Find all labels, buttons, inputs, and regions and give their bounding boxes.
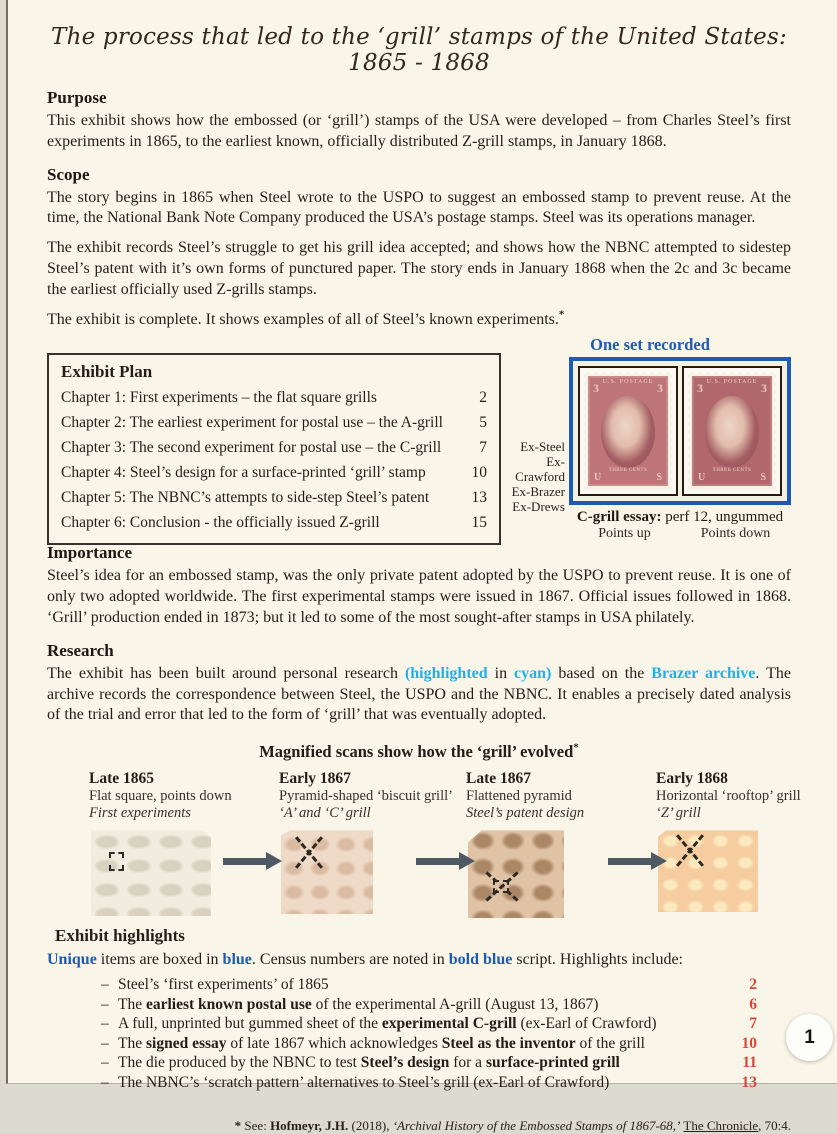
stamps-caption: C-grill essay: perf 12, ungummed [576, 509, 784, 526]
page-title: The process that led to the ‘grill’ stamps of the United States: 1865 - 1868 [51, 24, 787, 76]
page-number: 1 [804, 1026, 815, 1048]
scope-paragraph-2: The exhibit records Steel’s struggle to get his grill idea accepted; and shows how the NBNC attempted to sidestep Steel’s patent with it’s own forms of punctured paper. The story ends in January 1868 when the 2c and 3c became the earliest officially used Z-grills stamps. [47, 239, 791, 298]
stamp-design [692, 376, 772, 486]
highlight-item [47, 1034, 791, 1054]
highlights-intro: Unique items are boxed in blue. Census numbers are noted in bold blue script. Highlights include: [47, 951, 683, 969]
reference-footnote: * See: Hofmeyr, J.H. (2018), ‘Archival History of the Embossed Stamps of 1867-68,’ The Chronicle, 70:4. [234, 1118, 791, 1134]
exhibit-plan-row [61, 410, 487, 435]
highlight-text: Steel’s ‘first experiments’ of 1865 [118, 976, 329, 994]
bullet-dash: – [101, 1073, 109, 1091]
highlight-text: A full, unprinted but gummed sheet of the experimental C-grill (ex-Earl of Crawford) [118, 1015, 657, 1033]
stage-description: Pyramid-shaped ‘biscuit grill’ [279, 787, 453, 804]
bullet-dash: – [101, 1034, 109, 1052]
stamp-mount-right [682, 366, 782, 496]
arrow-head [459, 852, 475, 870]
bullet-dash: – [101, 995, 109, 1013]
stamp-numeral: 3 [697, 381, 703, 396]
scope-heading: Scope [47, 164, 90, 184]
bullet-dash: – [101, 1054, 109, 1072]
chapter-label: Chapter 2: The earliest experiment for postal use – the A-grill [61, 414, 443, 432]
scope-paragraph-3 [47, 310, 791, 331]
highlights-list [47, 975, 791, 1092]
bullet-dash: – [101, 976, 109, 994]
arrow-head [651, 852, 667, 870]
highlight-item [47, 1014, 791, 1034]
highlights-heading: Exhibit highlights [55, 926, 185, 946]
washington-portrait [601, 396, 655, 468]
highlight-page-number: 2 [749, 976, 757, 994]
chapter-label: Chapter 6: Conclusion - the officially issued Z-grill [61, 514, 380, 532]
washington-portrait [705, 396, 759, 468]
highlight-page-number: 6 [749, 995, 757, 1013]
stage-grill-name: ‘Z’ grill [656, 804, 701, 821]
dashed-x-mark-icon [291, 836, 327, 870]
stamps-orientation-labels [569, 526, 791, 542]
stamp-corner-letter: U [594, 472, 602, 484]
exhibit-page [6, 0, 837, 1134]
exhibit-plan-row [61, 485, 487, 510]
stage-grill-name: First experiments [89, 804, 191, 821]
chapter-page-number: 13 [471, 489, 487, 507]
highlight-item [47, 1053, 791, 1073]
scope-paragraph-3-text: The exhibit is complete. It shows examples of all of Steel’s known experiments. [47, 310, 559, 328]
points-down-label: Points down [700, 526, 771, 542]
importance-heading: Importance [47, 543, 132, 563]
stamp-numeral: 3 [761, 381, 767, 396]
highlight-text: The die produced by the NBNC to test Steel’s design for a surface-printed grill [118, 1054, 620, 1072]
footnote-asterisk: * [558, 308, 565, 321]
provenance-label: Ex-Crawford [515, 454, 565, 485]
highlight-page-number: 7 [749, 1015, 757, 1033]
grill-scan-image [281, 830, 373, 914]
plan-and-stamps-section [47, 335, 791, 542]
chapter-label: Chapter 1: First experiments – the flat square grills [61, 389, 377, 407]
research-heading: Research [47, 640, 114, 660]
stage-description: Horizontal ‘rooftop’ grill [656, 787, 801, 804]
highlight-text: The signed essay of late 1867 which acknowledges Steel as the inventor of the grill [118, 1034, 645, 1052]
grill-scan-image [658, 830, 758, 912]
highlight-page-number: 10 [741, 1034, 757, 1052]
census-banner: One set recorded [590, 335, 710, 355]
stamps-exhibit-panel [499, 335, 791, 541]
dashed-patent-mark-icon [482, 864, 522, 910]
unique-item-blue-box [569, 357, 791, 505]
stage-period: Early 1868 [656, 770, 728, 788]
provenance-labels [499, 439, 565, 514]
stamp-design [588, 376, 668, 486]
chapter-page-number: 7 [479, 439, 487, 457]
exhibit-plan-row [61, 460, 487, 485]
purpose-text: This exhibit shows how the embossed (or ‘grill’) stamps of the USA were developed – from Charles Steel’s first experiments in 1865, to the earliest known, officially distributed Z-grill stamps, in January 1868. [47, 112, 791, 150]
stage-period: Late 1867 [466, 770, 532, 788]
chapter-page-number: 2 [479, 389, 487, 407]
highlight-page-number: 11 [742, 1054, 757, 1072]
evolution-stage-early-1868 [656, 770, 821, 920]
arrow-right-icon [608, 852, 667, 870]
exhibit-plan-row [61, 510, 487, 535]
exhibit-plan-row [61, 385, 487, 410]
stage-description: Flat square, points down [89, 787, 232, 804]
chapter-page-number: 10 [471, 464, 487, 482]
stage-period: Late 1865 [89, 770, 155, 788]
chapter-label: Chapter 3: The second experiment for postal use – the C-grill [61, 439, 442, 457]
arrow-right-icon [223, 852, 282, 870]
evolution-stage-late-1867 [466, 770, 656, 920]
stamp-corner-letter: U [698, 472, 706, 484]
stage-description: Flattened pyramid [466, 787, 572, 804]
arrow-shaft [223, 858, 267, 865]
provenance-label: Ex-Brazer [511, 484, 565, 500]
bullet-dash: – [101, 1015, 109, 1033]
purpose-heading: Purpose [47, 88, 107, 107]
footnote-asterisk: * [573, 741, 579, 754]
stamp-top-text: U.S. POSTAGE [602, 379, 654, 386]
grill-scan-image [468, 830, 564, 918]
stage-grill-name: Steel’s patent design [466, 804, 585, 821]
grill-scan-image [91, 830, 211, 916]
stamp-image-points-up [584, 372, 672, 490]
page-number-sticker [786, 1014, 833, 1061]
highlight-text: The NBNC’s ‘scratch pattern’ alternatives to Steel’s grill (ex-Earl of Crawford) [118, 1073, 610, 1091]
stage-grill-name: ‘A’ and ‘C’ grill [279, 804, 371, 821]
highlight-text: The earliest known postal use of the experimental A-grill (August 13, 1867) [118, 995, 599, 1013]
highlight-page-number: 13 [741, 1073, 757, 1091]
exhibit-plan-heading: Exhibit Plan [61, 362, 153, 382]
stamp-numeral: 3 [593, 381, 599, 396]
dashed-x-mark-icon [672, 834, 708, 868]
points-up-label: Points up [598, 526, 651, 542]
stamp-corner-letter: S [760, 472, 766, 484]
dashed-box-mark [493, 880, 509, 893]
arrow-right-icon [416, 852, 475, 870]
dashed-square-mark-icon [109, 852, 124, 871]
stamp-image-points-down [688, 372, 776, 490]
stamp-top-text: U.S. POSTAGE [706, 379, 758, 386]
stage-period: Early 1867 [279, 770, 351, 788]
scope-paragraph-1: The story begins in 1865 when Steel wrote to the USPO to suggest an embossed stamp to prevent reuse. At the time, the National Bank Note Company produced the USA’s postage stamps. Steel was its operations manager. [47, 188, 791, 227]
highlight-item [47, 995, 791, 1015]
chapter-label: Chapter 5: The NBNC’s attempts to side-step Steel’s patent [61, 489, 430, 507]
exhibit-plan-row [61, 435, 487, 460]
stamp-numeral: 3 [657, 381, 663, 396]
provenance-label: Ex-Drews [512, 499, 565, 515]
arrow-head [266, 852, 282, 870]
evolution-heading-text: Magnified scans show how the ‘grill’ evolved [259, 742, 574, 762]
chapter-label: Chapter 4: Steel’s design for a surface-printed ‘grill’ stamp [61, 464, 426, 482]
arrow-shaft [416, 858, 460, 865]
stamp-mount-left [578, 366, 678, 496]
evolution-stage-late-1865 [89, 770, 279, 920]
provenance-label: Ex-Steel [520, 439, 565, 455]
stamp-corner-letter: S [656, 472, 662, 484]
arrow-shaft [608, 858, 652, 865]
evolution-heading [47, 742, 791, 762]
exhibit-plan-box [47, 353, 501, 545]
chapter-page-number: 15 [471, 514, 487, 532]
stamp-bottom-text: THREE CENTS [608, 468, 648, 474]
grill-evolution-timeline [47, 770, 801, 920]
stamp-bottom-text: THREE CENTS [712, 468, 752, 474]
highlight-item [47, 1073, 791, 1093]
research-text: The exhibit has been built around personal research (highlighted in cyan) based on the Brazer archive. The archive records the correspondence between Steel, the USPO and the NBNC. It enables a precisely dated analysis of the trial and error that led to the form of ‘grill’ that was eventually adopted. [47, 664, 791, 724]
highlight-item [47, 975, 791, 995]
evolution-stage-early-1867 [279, 770, 466, 920]
chapter-page-number: 5 [479, 414, 487, 432]
importance-text: Steel’s idea for an embossed stamp, was the only private patent adopted by the USPO to prevent reuse. It is one of only two adopted worldwide. The first experimental stamps were issued in 1867. Official issues followed in 1868. ‘Grill’ production ended in 1873; but it led to some of the most sought-after stamps in USA philately. [47, 567, 791, 626]
page-content [8, 0, 837, 1134]
